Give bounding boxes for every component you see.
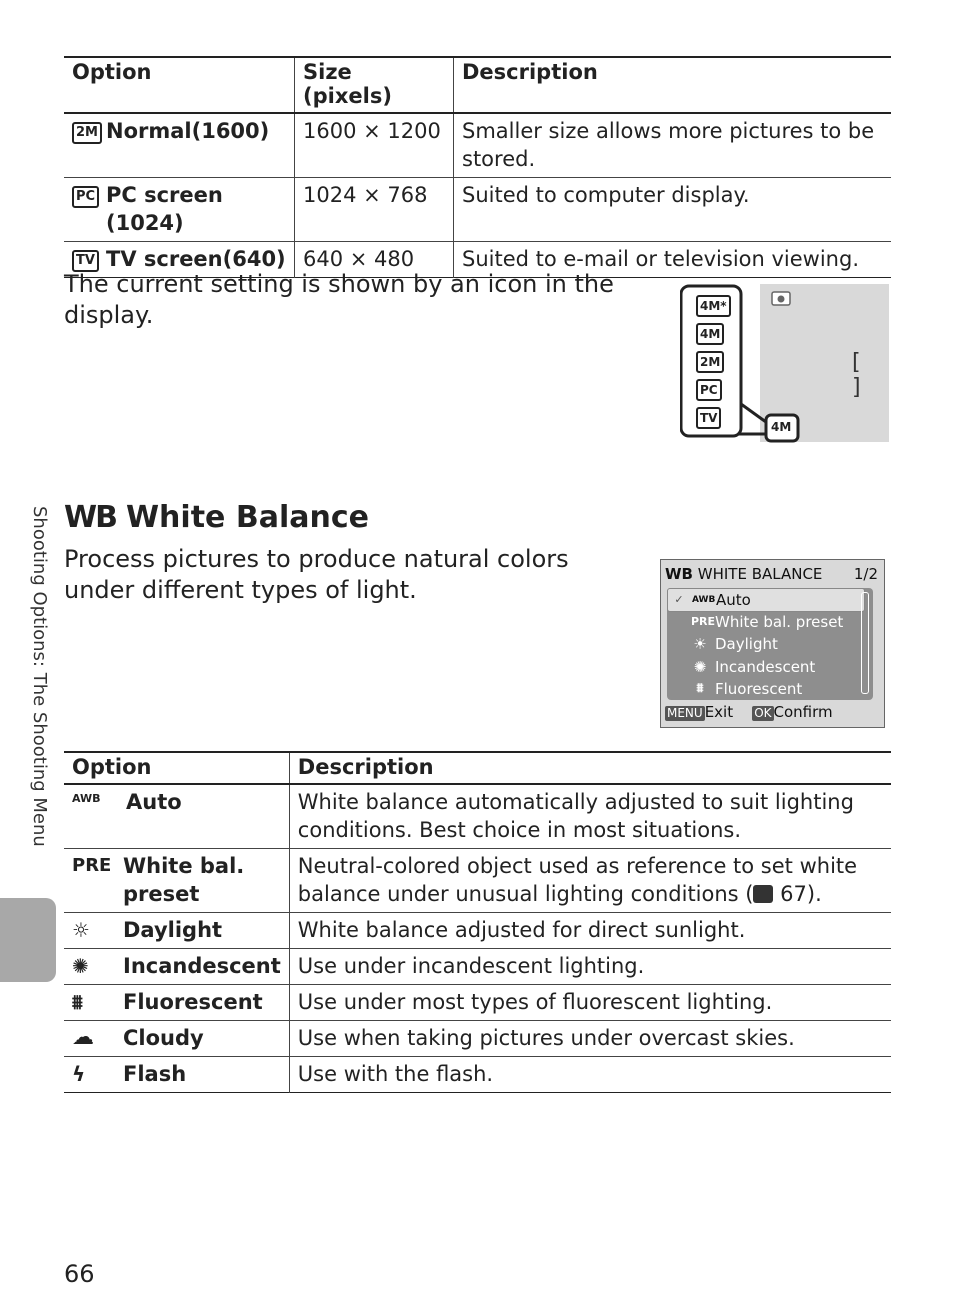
fluorescent-icon: ⩩ bbox=[696, 681, 704, 696]
normal-2m-icon: 2M bbox=[72, 117, 106, 145]
fluorescent-icon: ⩩ bbox=[72, 990, 83, 1014]
col-header-size: Size (pixels) bbox=[295, 57, 454, 113]
pc-screen-icon: PC bbox=[72, 181, 106, 209]
description: Suited to computer display. bbox=[454, 178, 892, 242]
white-balance-menu-screen bbox=[660, 559, 885, 728]
white-balance-icon: WB bbox=[64, 500, 116, 535]
section-heading bbox=[64, 500, 369, 535]
display-illustration bbox=[680, 284, 890, 444]
image-size-table bbox=[64, 56, 891, 278]
table-header-row bbox=[64, 752, 891, 784]
preset-icon: PRE bbox=[72, 855, 112, 876]
incandescent-icon: ✺ bbox=[693, 658, 707, 676]
preset-icon: PRE bbox=[691, 615, 716, 628]
side-chapter-label: Shooting Options: The Shooting Menu bbox=[29, 506, 50, 847]
icon-pc: PC bbox=[696, 379, 722, 401]
sun-icon: ☀ bbox=[693, 635, 707, 653]
option-name: Auto bbox=[126, 790, 182, 814]
col-header-description: Description bbox=[289, 752, 891, 784]
description: White balance automatically adjusted to suit lighting conditions. Best choice in most situations. bbox=[289, 784, 891, 849]
menu-key-icon: MENU bbox=[667, 706, 703, 720]
icon-4m: 4M bbox=[696, 323, 724, 345]
description: Suited to e-mail or television viewing. bbox=[454, 242, 892, 278]
description: Use under most types of fluorescent lighting. bbox=[289, 985, 891, 1021]
description: Smaller size allows more pictures to be stored. bbox=[454, 113, 892, 178]
table-header-row bbox=[64, 57, 891, 113]
auto-wb-icon: AWB bbox=[692, 595, 716, 605]
cloud-icon: ☁ bbox=[72, 1025, 94, 1050]
table-row bbox=[64, 1021, 891, 1057]
menu-title: WB WHITE BALANCE bbox=[665, 565, 823, 583]
sun-icon: ☼ bbox=[72, 918, 90, 942]
icon-2m: 2M bbox=[696, 351, 724, 373]
auto-wb-icon: AWB bbox=[72, 792, 101, 805]
option-name: Incandescent bbox=[123, 954, 281, 978]
table-row bbox=[64, 1057, 891, 1093]
description: Use when taking pictures under overcast skies. bbox=[289, 1021, 891, 1057]
menu-item-auto[interactable]: ✓ AWB Auto bbox=[667, 588, 865, 612]
size-value: 1024 × 768 bbox=[295, 178, 454, 242]
table-row bbox=[64, 178, 891, 242]
description: Use under incandescent lighting. bbox=[289, 949, 891, 985]
menu-scrollbar[interactable] bbox=[861, 592, 869, 694]
current-size-icon: 4M bbox=[771, 420, 792, 434]
col-header-option: Option bbox=[72, 60, 152, 84]
menu-page-indicator: 1/2 bbox=[853, 565, 878, 583]
size-value: 640 × 480 bbox=[295, 242, 454, 278]
current-setting-text: The current setting is shown by an icon in the display. bbox=[64, 270, 614, 329]
reference-icon bbox=[753, 885, 773, 903]
icon-tv: TV bbox=[696, 407, 721, 429]
white-balance-table bbox=[64, 751, 891, 1093]
col-header-description: Description bbox=[454, 57, 892, 113]
menu-footer: MENU Exit OK Confirm bbox=[667, 703, 833, 721]
menu-list bbox=[667, 588, 873, 700]
check-icon: ✓ bbox=[674, 593, 684, 606]
option-name: PC screen (1024) bbox=[106, 183, 223, 235]
focus-bracket: [ ] bbox=[852, 350, 867, 400]
icon-4m-star: 4M* bbox=[696, 295, 731, 317]
description: Neutral-colored object used as reference to set white balance under unusual lighting conditions ( 67). bbox=[289, 849, 891, 913]
table-row bbox=[64, 985, 891, 1021]
menu-item-fluorescent[interactable]: ⩩ Fluorescent bbox=[667, 678, 863, 700]
flash-icon: ϟ bbox=[72, 1062, 86, 1086]
page-number: 66 bbox=[64, 1260, 95, 1288]
ok-key-icon: OK bbox=[754, 706, 772, 720]
menu-item-daylight[interactable]: ☀ Daylight bbox=[667, 633, 863, 655]
table-row bbox=[64, 784, 891, 849]
col-header-option: Option bbox=[72, 755, 152, 779]
option-name: Normal(1600) bbox=[106, 119, 270, 143]
table-row bbox=[64, 913, 891, 949]
wb-icon: WB bbox=[665, 565, 693, 583]
incandescent-icon: ✺ bbox=[72, 954, 89, 978]
chapter-tab bbox=[0, 898, 56, 982]
section-intro: Process pictures to produce natural colors under different types of light. bbox=[64, 545, 569, 604]
tv-screen-icon: TV bbox=[72, 245, 106, 273]
option-name: White bal. preset bbox=[123, 854, 245, 906]
table-row bbox=[64, 113, 891, 178]
description: White balance adjusted for direct sunlight. bbox=[289, 913, 891, 949]
option-name: TV screen(640) bbox=[106, 247, 286, 271]
option-name: Daylight bbox=[123, 918, 223, 942]
option-name: Fluorescent bbox=[123, 990, 263, 1014]
option-name: Flash bbox=[123, 1062, 187, 1086]
table-row bbox=[64, 949, 891, 985]
size-value: 1600 × 1200 bbox=[295, 113, 454, 178]
menu-item-preset[interactable]: PRE White bal. preset bbox=[691, 613, 844, 631]
section-title: White Balance bbox=[125, 500, 369, 535]
option-name: Cloudy bbox=[123, 1026, 204, 1050]
menu-item-incandescent[interactable]: ✺ Incandescent bbox=[667, 656, 863, 678]
description: Use with the flash. bbox=[289, 1057, 891, 1093]
table-row bbox=[64, 849, 891, 913]
